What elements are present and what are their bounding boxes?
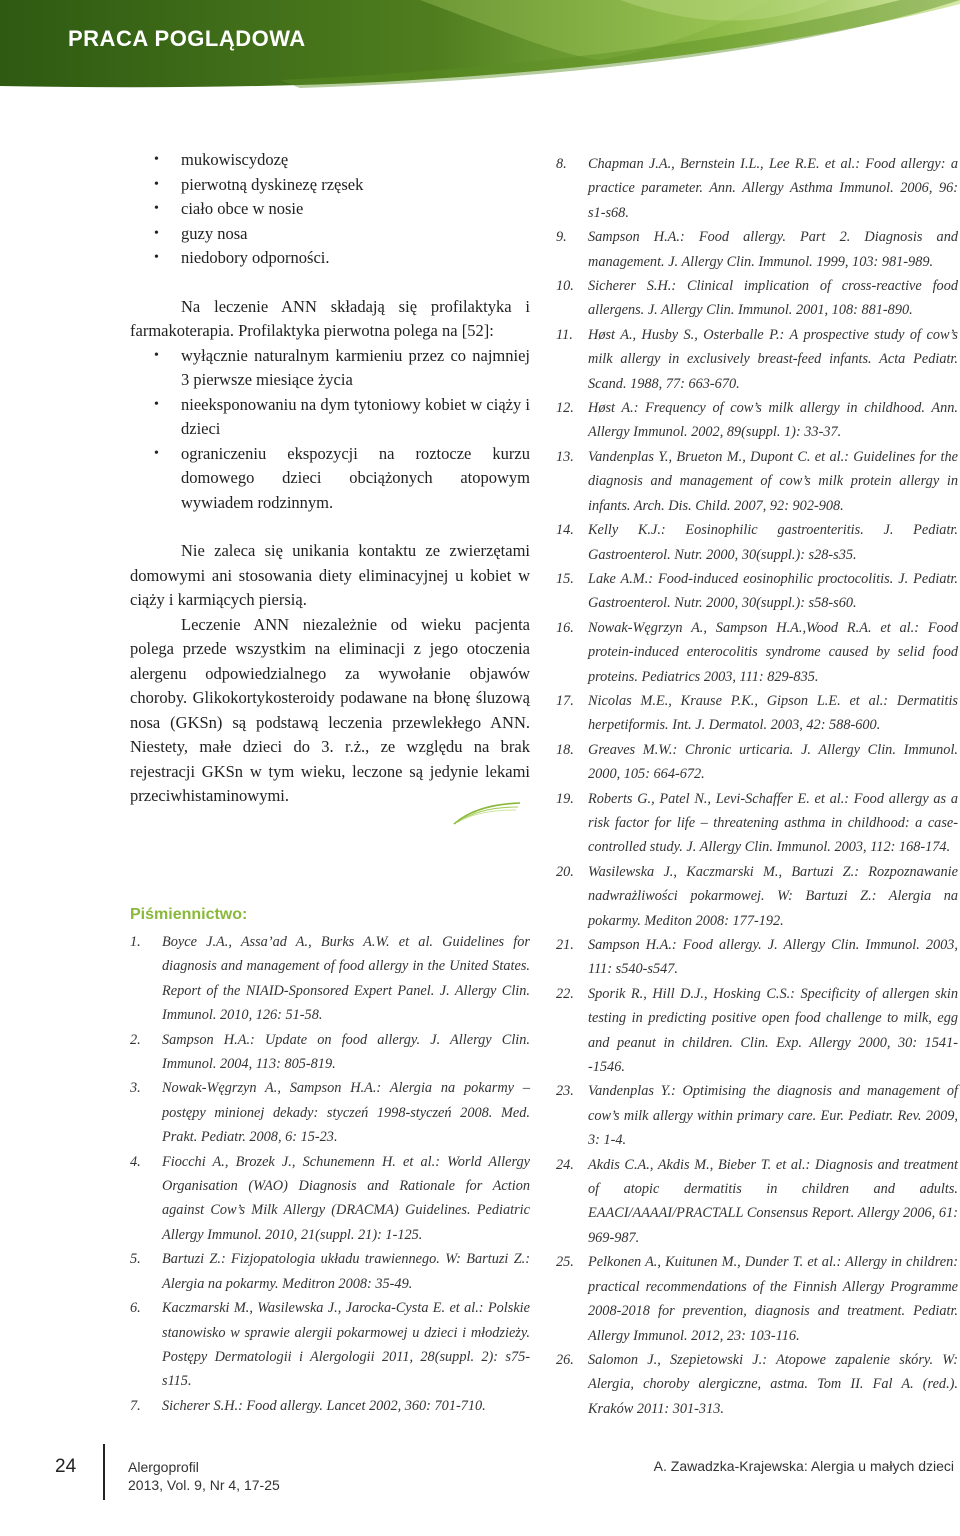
reference-item <box>130 1296 530 1394</box>
journal-name: Alergoprofil <box>128 1459 199 1475</box>
reference-item <box>556 1153 958 1251</box>
reference-item <box>130 1247 530 1296</box>
reference-item <box>556 225 958 274</box>
reference-number: 6. <box>130 1300 141 1317</box>
reference-item <box>556 396 958 445</box>
reference-number: 22. <box>556 985 574 1002</box>
reference-number: 21. <box>556 937 574 953</box>
reference-item <box>556 689 958 738</box>
reference-number: 7. <box>130 1397 141 1414</box>
reference-number: 11. <box>556 326 573 343</box>
reference-text: Roberts G., Patel N., Levi-Schaffer E. et al.: Food allergy as a risk factor for life – threatening asthma in childhood: a case-controlled study. J. Allergy Clin. Immunol. 2003, 112: 168-174. <box>588 790 958 856</box>
reference-item <box>130 1076 530 1149</box>
reference-number: 2. <box>130 1031 141 1048</box>
reference-item <box>556 567 958 616</box>
reference-item <box>556 860 958 933</box>
reference-item <box>556 1079 958 1152</box>
reference-item <box>556 445 958 518</box>
reference-text: Greaves M.W.: Chronic urticaria. J. Allergy Clin. Immunol. 2000, 105: 664-672. <box>588 741 958 783</box>
reference-item <box>130 1394 530 1418</box>
reference-text: Chapman J.A., Bernstein I.L., Lee R.E. et al.: Food allergy: a practice parameter. Ann. Allergy Asthma Immunol. 2006, 96: s1-s68. <box>588 156 958 221</box>
reference-item <box>556 152 958 225</box>
reference-item <box>130 1028 530 1077</box>
bullet-list-conditions <box>130 148 530 271</box>
journal-info <box>128 1458 280 1494</box>
decorative-swoosh-icon <box>452 800 522 826</box>
reference-number: 3. <box>130 1080 141 1097</box>
reference-number: 5. <box>130 1251 141 1268</box>
running-title: A. Zawadzka-Krajewska: Alergia u małych dzieci <box>653 1458 954 1474</box>
references-right <box>556 152 958 1421</box>
reference-item <box>556 982 958 1080</box>
reference-item <box>556 1348 958 1421</box>
reference-number: 24. <box>556 1156 574 1173</box>
reference-item <box>556 323 958 396</box>
reference-text: Boyce J.A., Assa’ad A., Burks A.W. et al. Guidelines for diagnosis and management of food allergy in the United States. Report of the NIAID-Sponsored Expert Panel. J. Allergy Clin. Immunol. 2010, 126: 51-58. <box>162 934 530 1024</box>
reference-item <box>556 518 958 567</box>
reference-text: Bartuzi Z.: Fizjopatologia układu trawiennego. W: Bartuzi Z.: Alergia na pokarmy. Meditron 2008: 35-49. <box>162 1251 530 1292</box>
reference-text: Nicolas M.E., Krause P.K., Gipson L.E. et al.: Dermatitis herpetiformis. Int. J. Dermatol. 2003, 42: 588-600. <box>588 692 958 734</box>
references-left <box>130 906 530 1418</box>
list-item: • pierwotną dyskinezę rzęsek <box>130 173 530 198</box>
reference-text: Pelkonen A., Kuitunen M., Dunder T. et al.: Allergy in children: practical recommendations of the Finnish Allergy Programme 2008-2018 for prevention, diagnosis and treatment. Pediatr. Allergy Immunol. 2012, 23: 103-116. <box>588 1254 958 1344</box>
reference-text: Sporik R., Hill D.J., Hosking C.S.: Specificity of allergen skin testing in predicting positive open food challenge to milk, egg and peanut in children. Clin. Exp. Allergy 2000, 30: 1541--1546. <box>588 985 958 1076</box>
list-item: • ciało obce w nosie <box>130 197 530 222</box>
list-item: • niedobory odporności. <box>130 246 530 271</box>
reference-text: Vandenplas Y.: Optimising the diagnosis and management of cow’s milk allergy within primary care. Eur. Pediatr. Rev. 2009, 3: 1-4. <box>588 1083 958 1149</box>
reference-number: 10. <box>556 278 574 295</box>
reference-number: 13. <box>556 448 574 465</box>
list-item: • wyłącznie naturalnym karmieniu przez co najmniej 3 pierwsze miesiące życia <box>130 344 530 393</box>
reference-item <box>556 616 958 689</box>
page-number: 24 <box>55 1456 77 1477</box>
reference-number: 20. <box>556 863 574 880</box>
reference-item <box>556 787 958 860</box>
reference-text: Sicherer S.H.: Clinical implication of cross-reactive food allergens. J. Allergy Clin. Immunol. 2001, 108: 881-890. <box>588 278 958 319</box>
bullet-list-prevention <box>130 344 530 516</box>
list-item: • guzy nosa <box>130 222 530 247</box>
reference-text: Akdis C.A., Akdis M., Bieber T. et al.: Diagnosis and treatment of atopic dermatitis in children and adults. EAACI/AAAAI/PRACTALL Consensus Report. Allergy 2006, 61: 969-987. <box>588 1156 958 1246</box>
header-banner <box>0 0 960 95</box>
section-title: PRACA POGLĄDOWA <box>68 26 306 51</box>
reference-number: 18. <box>556 741 574 758</box>
reference-text: Lake A.M.: Food-induced eosinophilic proctocolitis. J. Pediatr. Gastroenterol. Nutr. 2000, 30(suppl.): s58-s60. <box>588 570 958 612</box>
reference-number: 12. <box>556 400 574 417</box>
reference-number: 1. <box>130 934 141 950</box>
reference-text: Sampson H.A.: Food allergy. Part 2. Diagnosis and management. J. Allergy Clin. Immunol. 1999, 103: 981-989. <box>588 229 958 270</box>
reference-item <box>556 1250 958 1348</box>
reference-number: 4. <box>130 1153 141 1170</box>
reference-text: Høst A., Husby S., Osterballe P.: A prospective study of cow’s milk allergy in exclusively breast-feed infants. Acta Pediatr. Scand. 1988, 77: 663-670. <box>588 326 958 392</box>
reference-text: Nowak-Węgrzyn A., Sampson H.A.,Wood R.A. et al.: Food protein-induced enterocolitis syndrome caused by selid food proteins. Pediatrics 2003, 111: 829-835. <box>588 619 958 685</box>
list-item: • mukowiscydozę <box>130 148 530 173</box>
journal-issue: 2013, Vol. 9, Nr 4, 17-25 <box>128 1477 280 1493</box>
reference-number: 26. <box>556 1351 574 1368</box>
reference-text: Høst A.: Frequency of cow’s milk allergy in childhood. Ann. Allergy Immunol. 2002, 89(suppl. 1): 33-37. <box>588 400 958 441</box>
reference-number: 15. <box>556 570 574 587</box>
reference-item <box>556 933 958 982</box>
reference-text: Sicherer S.H.: Food allergy. Lancet 2002, 360: 701-710. <box>162 1397 486 1414</box>
references-list-right <box>556 152 958 1421</box>
reference-number: 9. <box>556 229 567 246</box>
reference-text: Kelly K.J.: Eosinophilic gastroenteritis. J. Pediatr. Gastroenterol. Nutr. 2000, 30(suppl.): s28-s35. <box>588 522 958 563</box>
reference-text: Sampson H.A.: Update on food allergy. J. Allergy Clin. Immunol. 2004, 113: 805-819. <box>162 1031 530 1073</box>
footer-divider <box>103 1444 105 1500</box>
reference-item <box>130 1150 530 1248</box>
reference-text: Vandenplas Y., Brueton M., Dupont C. et al.: Guidelines for the diagnosis and management of cow’s milk protein allergy in infants. Arch. Dis. Child. 2007, 92: 902-908. <box>588 448 958 514</box>
reference-text: Salomon J., Szepietowski J.: Atopowe zapalenie skóry. W: Alergia, choroby alergiczne, astma. Tom II. Fal A. (red.). Kraków 2011: 301-313. <box>588 1351 958 1417</box>
reference-item <box>130 930 530 1028</box>
reference-number: 25. <box>556 1254 574 1271</box>
paragraph-pets: Nie zaleca się unikania kontaktu ze zwierzętami domowymi ani stosowania diety eliminacyjnej u kobiet w ciąży i karmiących piersią. <box>130 541 530 609</box>
paragraph-treatment-intro: Na leczenie ANN składają się profilaktyka i farmakoterapia. Profilaktyka pierwotna polega na [52]: <box>130 296 530 340</box>
reference-text: Nowak-Węgrzyn A., Sampson H.A.: Alergia na pokarmy – postępy minionej dekady: styczeń 1998-styczeń 2008. Med. Prakt. Pediatr. 2008, 6: 15-23. <box>162 1080 530 1146</box>
list-item: • ograniczeniu ekspozycji na roztocze kurzu domowego dzieci obciążonych atopowym wywiadem rodzinnym. <box>130 442 530 516</box>
reference-text: Wasilewska J., Kaczmarski M., Bartuzi Z.: Rozpoznawanie nadwrażliwości pokarmowej. W: Bartuzi Z.: Alergia na pokarmy. Mediton 2008: 177-192. <box>588 863 958 929</box>
reference-number: 19. <box>556 790 574 807</box>
reference-item <box>556 738 958 787</box>
references-heading: Piśmiennictwo: <box>130 906 248 923</box>
reference-number: 14. <box>556 522 574 539</box>
left-column <box>130 148 530 809</box>
paragraph-treatment: Leczenie ANN niezależnie od wieku pacjenta polega przede wszystkim na eliminacji z jego otoczenia alergenu odpowiedzialnego za wywołanie objawów choroby. Glikokortykosteroidy podawane na błonę śluzową nosa (GKSn) są podstawą leczenia przewlekłego ANN. Niestety, małe dzieci do 3. r.ż., ze względu na brak rejestracji GKSn w tym wieku, leczone są jedynie lekami przeciwhistaminowymi. <box>130 614 530 805</box>
reference-number: 16. <box>556 619 574 636</box>
references-list-left <box>130 930 530 1418</box>
reference-number: 8. <box>556 156 567 172</box>
reference-number: 17. <box>556 692 574 709</box>
reference-number: 23. <box>556 1083 574 1100</box>
list-item: • nieeksponowaniu na dym tytoniowy kobiet w ciąży i dzieci <box>130 393 530 442</box>
reference-text: Fiocchi A., Brozek J., Schunemenn H. et al.: World Allergy Organisation (WAO) Diagnosis and Rationale for Action against Cow’s Milk Allergy (DRACMA) Guidelines. Pediatric Allergy Immunol. 2010, 21(suppl. 21): 1-125. <box>162 1153 530 1243</box>
reference-item <box>556 274 958 323</box>
reference-text: Sampson H.A.: Food allergy. J. Allergy Clin. Immunol. 2003, 111: s540-s547. <box>588 937 958 978</box>
reference-text: Kaczmarski M., Wasilewska J., Jarocka-Cysta E. et al.: Polskie stanowisko w sprawie alergii pokarmowej u dzieci i młodzieży. Postępy Dermatologii i Alergologii 2011, 28(suppl. 2): s75-s115. <box>162 1300 530 1390</box>
